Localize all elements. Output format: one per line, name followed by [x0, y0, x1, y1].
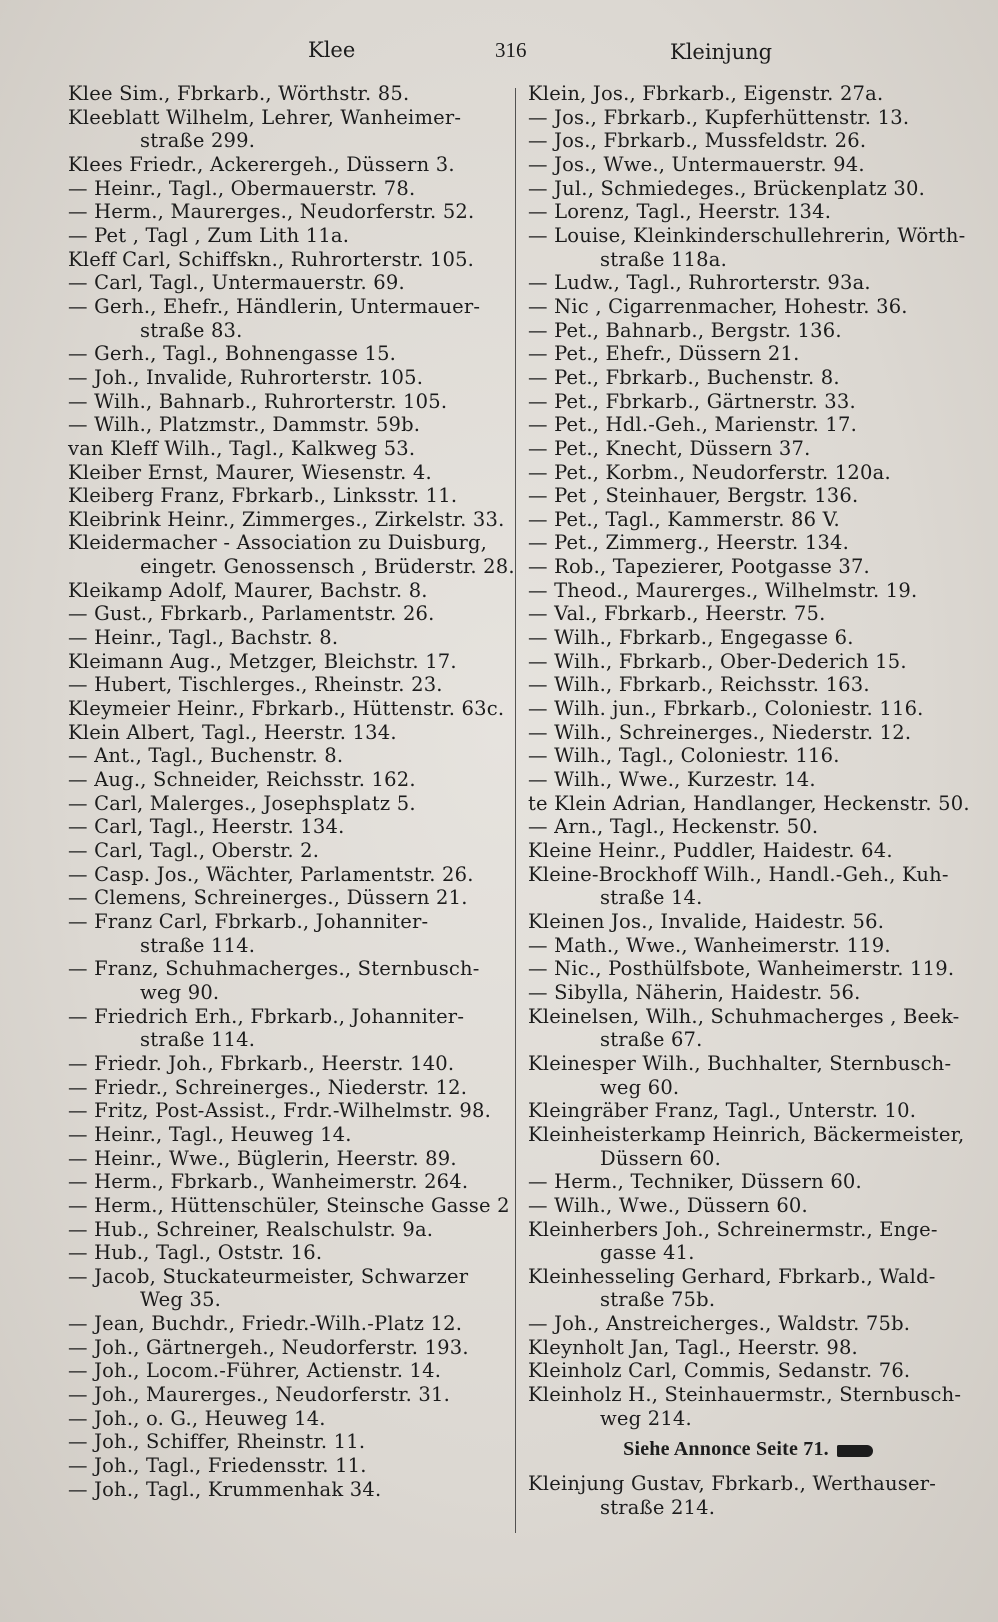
- entry-line: — Pet., Tagl., Kammerstr. 86 V.: [528, 507, 840, 531]
- entry-line: — Herm., Fbrkarb., Wanheimerstr. 264.: [68, 1170, 469, 1194]
- directory-entry: [528, 910, 968, 934]
- entry-line: Kleiber Ernst, Maurer, Wiesenstr. 4.: [68, 460, 432, 484]
- entry-line: Kleibrink Heinr., Zimmerges., Zirkelstr. 33.: [68, 507, 505, 531]
- entry-line: Kleeblatt Wilhelm, Lehrer, Wanheimer-: [68, 105, 462, 129]
- directory-entry: [528, 366, 968, 390]
- entry-line: — Wilh., Fbrkarb., Reichsstr. 163.: [528, 673, 870, 697]
- entry-line: — Heinr., Tagl., Bachstr. 8.: [68, 626, 339, 650]
- entry-line: — Carl, Tagl., Oberstr. 2.: [68, 839, 320, 862]
- directory-entry: [528, 1005, 968, 1052]
- entry-line: — Wilh., Tagl., Coloniestr. 116.: [528, 744, 840, 768]
- entry-line: Kleynholt Jan, Tagl., Heerstr. 98.: [528, 1335, 858, 1359]
- page-header: [0, 34, 998, 74]
- directory-entry: [528, 957, 968, 981]
- directory-entry: [528, 1472, 968, 1519]
- directory-entry: [528, 697, 968, 721]
- entry-continuation: weg 214.: [600, 1406, 692, 1430]
- entry-line: — Rob., Tapezierer, Pootgasse 37.: [528, 555, 870, 579]
- directory-entry: [528, 792, 968, 816]
- directory-entry: [68, 744, 504, 768]
- directory-entry: [68, 1218, 504, 1242]
- entry-line: — Hub., Tagl., Oststr. 16.: [68, 1241, 323, 1265]
- entry-line: — Pet., Knecht, Düssern 37.: [528, 436, 811, 460]
- directory-entry: [68, 106, 504, 153]
- entry-line: — Hubert, Tischlerges., Rheinstr. 23.: [68, 673, 443, 697]
- entry-line: — Jos., Fbrkarb., Mussfeldstr. 26.: [528, 129, 867, 153]
- entry-line: — Ant., Tagl., Buchenstr. 8.: [68, 744, 344, 768]
- entry-line: Kleinjung Gustav, Fbrkarb., Werthauser-: [528, 1472, 937, 1496]
- directory-entry: [528, 934, 968, 958]
- entry-line: — Joh., Invalide, Ruhrorterstr. 105.: [68, 365, 424, 389]
- directory-entry: [68, 200, 504, 224]
- entry-line: Kleine Heinr., Puddler, Haidestr. 64.: [528, 839, 893, 862]
- entry-line: — Wilh., Bahnarb., Ruhrorterstr. 105.: [68, 389, 448, 413]
- entry-line: — Jos., Wwe., Untermauerstr. 94.: [528, 152, 865, 176]
- entry-line: Kleinholz H., Steinhauermstr., Sternbusch-: [528, 1383, 962, 1407]
- directory-entry: [68, 863, 504, 887]
- entry-line: — Jean, Buchdr., Friedr.-Wilh.-Platz 12.: [68, 1312, 463, 1336]
- entry-line: Kleinheisterkamp Heinrich, Bäckermeister,: [528, 1122, 965, 1146]
- directory-entry: [528, 271, 968, 295]
- entry-line: — Wilh., Wwe., Düssern 60.: [528, 1193, 808, 1217]
- directory-entry: [68, 697, 504, 721]
- directory-entry: [528, 106, 968, 130]
- entry-line: — Theod., Maurerges., Wilhelmstr. 19.: [528, 578, 918, 602]
- entry-line: Kleinen Jos., Invalide, Haidestr. 56.: [528, 909, 885, 933]
- entry-line: — Carl, Malerges., Josephsplatz 5.: [68, 791, 416, 815]
- directory-entry: [68, 271, 504, 295]
- entry-line: — Joh., Tagl., Krummenhak 34.: [68, 1477, 382, 1501]
- directory-entry: [68, 1147, 504, 1171]
- entry-continuation: straße 14.: [600, 886, 703, 910]
- entry-line: Kleinherbers Joh., Schreinermstr., Enge-: [528, 1217, 938, 1241]
- directory-entry: [68, 910, 504, 957]
- entry-line: — Herm., Hüttenschüler, Steinsche Gasse 2: [68, 1193, 510, 1217]
- directory-entry: [68, 342, 504, 366]
- directory-entry: [528, 508, 968, 532]
- entry-line: — Franz Carl, Fbrkarb., Johanniter-: [68, 909, 429, 933]
- directory-entry: [68, 1359, 504, 1383]
- entry-continuation: Weg 35.: [140, 1288, 222, 1312]
- directory-entry: [528, 461, 968, 485]
- directory-entry: [68, 248, 504, 272]
- entry-line: Klein Albert, Tagl., Heerstr. 134.: [68, 720, 397, 744]
- entry-line: — Joh., o. G., Heuweg 14.: [68, 1406, 326, 1430]
- entry-line: — Heinr., Tagl., Heuweg 14.: [68, 1122, 352, 1146]
- entry-line: — Fritz, Post-Assist., Frdr.-Wilhelmstr. 98.: [68, 1099, 492, 1123]
- right-column: [528, 82, 968, 1519]
- entry-line: — Wilh., Fbrkarb., Ober-Dederich 15.: [528, 649, 907, 673]
- directory-entry: [528, 390, 968, 414]
- directory-entry: [68, 1478, 504, 1502]
- directory-entry: [528, 1052, 968, 1099]
- entry-line: — Pet., Hdl.-Geh., Marienstr. 17.: [528, 413, 857, 437]
- entry-continuation: straße 214.: [600, 1495, 716, 1519]
- entry-line: Klee Sim., Fbrkarb., Wörthstr. 85.: [68, 82, 410, 105]
- directory-entry: [68, 1407, 504, 1431]
- entry-line: — Math., Wwe., Wanheimerstr. 119.: [528, 933, 891, 957]
- entry-line: — Pet , Steinhauer, Bergstr. 136.: [528, 484, 859, 508]
- directory-entry: [528, 626, 968, 650]
- directory-entry: [68, 508, 504, 532]
- directory-entry: [68, 390, 504, 414]
- directory-entry: [528, 1312, 968, 1336]
- directory-entry: [68, 1312, 504, 1336]
- entry-line: — Arn., Tagl., Heckenstr. 50.: [528, 815, 819, 839]
- entry-line: — Friedrich Erh., Fbrkarb., Johanniter-: [68, 1004, 465, 1028]
- entry-line: Klees Friedr., Ackerergeh., Düssern 3.: [68, 152, 455, 176]
- header-right-keyword: Kleinjung: [670, 40, 773, 64]
- directory-entry: [528, 1383, 968, 1430]
- entry-line: Kleiberg Franz, Fbrkarb., Linksstr. 11.: [68, 484, 458, 508]
- entry-continuation: eingetr. Genossensch , Brüderstr. 28.: [140, 555, 515, 579]
- directory-entry: [528, 413, 968, 437]
- directory-entry: [528, 815, 968, 839]
- left-column: [68, 82, 515, 1501]
- directory-entry: [528, 1265, 968, 1312]
- entry-continuation: straße 83.: [140, 318, 243, 342]
- entry-line: Kleingräber Franz, Tagl., Unterstr. 10.: [528, 1099, 917, 1123]
- directory-entry: [68, 413, 504, 437]
- directory-entry: [528, 437, 968, 461]
- directory-entry: [68, 1193, 510, 1218]
- entry-line: Kleff Carl, Schiffskn., Ruhrorterstr. 105.: [68, 247, 475, 271]
- directory-entry: [528, 82, 968, 106]
- directory-entry: [68, 1099, 504, 1123]
- header-left-keyword: Klee: [308, 38, 356, 62]
- entry-line: — Gerh., Ehefr., Händlerin, Untermauer-: [68, 294, 481, 318]
- entry-line: Kleine-Brockhoff Wilh., Handl.-Geh., Kuh-: [528, 862, 949, 886]
- directory-entry: [68, 626, 504, 650]
- directory-entry: [528, 1170, 968, 1194]
- directory-entry: [68, 792, 504, 816]
- directory-entry: [68, 768, 504, 792]
- entry-line: — Pet., Ehefr., Düssern 21.: [528, 342, 800, 366]
- directory-entry: [68, 531, 515, 579]
- directory-entry: [528, 1359, 968, 1383]
- entry-line: Kleinholz Carl, Commis, Sedanstr. 76.: [528, 1359, 911, 1383]
- directory-entry: [68, 886, 504, 910]
- directory-entry: [528, 1123, 968, 1170]
- entry-line: — Herm., Techniker, Düssern 60.: [528, 1170, 862, 1194]
- entry-continuation: straße 114.: [140, 1028, 256, 1052]
- directory-entry: [528, 673, 968, 697]
- directory-entry: [528, 484, 968, 508]
- directory-entry: [528, 177, 968, 201]
- annonce-note: [528, 1438, 968, 1462]
- directory-entry: [528, 295, 968, 319]
- entry-line: — Hub., Schreiner, Realschulstr. 9a.: [68, 1217, 434, 1241]
- entry-line: — Val., Fbrkarb., Heerstr. 75.: [528, 602, 826, 626]
- directory-entry: [68, 815, 504, 839]
- directory-entry: [68, 1170, 504, 1194]
- entry-line: — Pet., Zimmerg., Heerstr. 134.: [528, 531, 850, 555]
- directory-entry: [68, 1454, 504, 1478]
- directory-entry: [528, 1218, 968, 1265]
- directory-entry: [68, 1336, 504, 1360]
- entry-line: — Herm., Maurerges., Neudorferstr. 52.: [68, 200, 475, 224]
- directory-entry: [528, 721, 968, 745]
- directory-entry: [68, 1052, 504, 1076]
- directory-entry: [528, 744, 968, 768]
- directory-entry: [528, 1336, 968, 1360]
- entry-line: — Ludw., Tagl., Ruhrorterstr. 93a.: [528, 271, 871, 295]
- entry-line: — Joh., Schiffer, Rheinstr. 11.: [68, 1430, 366, 1454]
- entry-line: — Wilh. jun., Fbrkarb., Coloniestr. 116.: [528, 697, 924, 721]
- entry-line: Klein, Jos., Fbrkarb., Eigenstr. 27a.: [528, 82, 884, 105]
- directory-entry: [528, 531, 968, 555]
- entry-line: — Joh., Tagl., Friedensstr. 11.: [68, 1454, 367, 1478]
- entry-line: te Klein Adrian, Handlanger, Heckenstr. 50.: [528, 791, 970, 815]
- entry-continuation: weg 60.: [600, 1075, 680, 1099]
- entry-line: — Wilh., Wwe., Kurzestr. 14.: [528, 768, 816, 792]
- directory-entry: [68, 839, 504, 863]
- entry-line: Kleidermacher - Association zu Duisburg,: [68, 531, 488, 555]
- directory-entry: [528, 839, 968, 863]
- right-column-entries-after-annonce: [528, 1472, 968, 1519]
- directory-entry: [528, 1194, 968, 1218]
- directory-entry: [528, 319, 968, 343]
- directory-entry: [68, 957, 504, 1004]
- entry-line: — Joh., Locom.-Führer, Actienstr. 14.: [68, 1359, 442, 1383]
- directory-entry: [68, 224, 504, 248]
- entry-line: — Nic , Cigarrenmacher, Hohestr. 36.: [528, 294, 908, 318]
- directory-entry: [528, 650, 968, 674]
- directory-entry: [68, 721, 504, 745]
- entry-continuation: straße 67.: [600, 1028, 703, 1052]
- entry-line: van Kleff Wilh., Tagl., Kalkweg 53.: [68, 436, 416, 460]
- directory-entry: [528, 981, 968, 1005]
- entry-line: Kleinhesseling Gerhard, Fbrkarb., Wald-: [528, 1264, 936, 1288]
- entry-continuation: straße 114.: [140, 933, 256, 957]
- directory-entry: [528, 129, 968, 153]
- entry-continuation: weg 90.: [140, 980, 220, 1004]
- directory-entry: [68, 153, 504, 177]
- directory-entry: [68, 437, 504, 461]
- entry-line: — Nic., Posthülfsbote, Wanheimerstr. 119.: [528, 957, 955, 981]
- entry-line: — Heinr., Tagl., Obermauerstr. 78.: [68, 176, 416, 200]
- entry-line: — Jacob, Stuckateurmeister, Schwarzer: [68, 1264, 469, 1288]
- directory-entry: [68, 177, 504, 201]
- entry-line: — Joh., Anstreicherges., Waldstr. 75b.: [528, 1312, 911, 1336]
- directory-entry: [68, 1430, 504, 1454]
- directory-entry: [68, 1265, 504, 1312]
- entry-line: — Heinr., Wwe., Büglerin, Heerstr. 89.: [68, 1146, 457, 1170]
- right-column-entries: [528, 82, 968, 1430]
- directory-entry: [528, 602, 968, 626]
- entry-continuation: Düssern 60.: [600, 1146, 722, 1170]
- entry-line: — Pet., Korbm., Neudorferstr. 120a.: [528, 460, 891, 484]
- directory-entry: [68, 484, 504, 508]
- entry-line: — Franz, Schuhmacherges., Sternbusch-: [68, 957, 480, 981]
- entry-line: — Aug., Schneider, Reichsstr. 162.: [68, 768, 416, 792]
- directory-entry: [528, 579, 968, 603]
- entry-line: — Gerh., Tagl., Bohnengasse 15.: [68, 342, 397, 366]
- entry-line: — Casp. Jos., Wächter, Parlamentstr. 26.: [68, 862, 474, 886]
- directory-entry: [528, 153, 968, 177]
- directory-entry: [68, 461, 504, 485]
- entry-continuation: gasse 41.: [600, 1241, 695, 1265]
- entry-line: — Joh., Maurerges., Neudorferstr. 31.: [68, 1383, 450, 1407]
- directory-entry: [68, 1123, 504, 1147]
- directory-entry: [68, 579, 504, 603]
- entry-continuation: straße 75b.: [600, 1288, 716, 1312]
- directory-entry: [68, 673, 504, 697]
- entry-line: — Carl, Tagl., Heerstr. 134.: [68, 815, 345, 839]
- entry-continuation: straße 118a.: [600, 247, 727, 271]
- entry-line: — Pet., Fbrkarb., Buchenstr. 8.: [528, 365, 840, 389]
- directory-entry: [68, 1076, 504, 1100]
- directory-entry: [68, 295, 504, 342]
- entry-line: — Carl, Tagl., Untermauerstr. 69.: [68, 271, 405, 295]
- entry-line: Kleinelsen, Wilh., Schuhmacherges , Beek-: [528, 1004, 960, 1028]
- entry-line: — Lorenz, Tagl., Heerstr. 134.: [528, 200, 832, 224]
- directory-entry: [68, 602, 504, 626]
- entry-line: — Pet , Tagl , Zum Lith 11a.: [68, 223, 350, 247]
- directory-entry: [68, 1005, 504, 1052]
- entry-line: Kleikamp Adolf, Maurer, Bachstr. 8.: [68, 578, 428, 602]
- entry-line: — Joh., Gärtnergeh., Neudorferstr. 193.: [68, 1335, 469, 1359]
- column-divider: [515, 88, 516, 1533]
- entry-line: — Wilh., Platzmstr., Dammstr. 59b.: [68, 413, 421, 437]
- directory-entry: [68, 1241, 504, 1265]
- directory-entry: [68, 82, 504, 106]
- entry-line: — Friedr., Schreinerges., Niederstr. 12.: [68, 1075, 468, 1099]
- entry-line: — Louise, Kleinkinderschullehrerin, Wörth-: [528, 223, 966, 247]
- entry-line: Kleymeier Heinr., Fbrkarb., Hüttenstr. 63c.: [68, 697, 505, 721]
- directory-entry: [528, 342, 968, 366]
- directory-entry: [68, 650, 504, 674]
- annonce-text: Siehe Annonce Seite 71.: [623, 1438, 829, 1461]
- entry-line: — Friedr. Joh., Fbrkarb., Heerstr. 140.: [68, 1051, 455, 1075]
- directory-entry: [528, 768, 968, 792]
- entry-continuation: straße 299.: [140, 129, 256, 153]
- entry-line: Kleimann Aug., Metzger, Bleichstr. 17.: [68, 649, 457, 673]
- directory-entry: [528, 863, 968, 910]
- directory-entry: [528, 555, 968, 579]
- entry-line: Kleinesper Wilh., Buchhalter, Sternbusch-: [528, 1051, 952, 1075]
- directory-entry: [68, 1383, 504, 1407]
- entry-line: — Wilh., Schreinerges., Niederstr. 12.: [528, 720, 912, 744]
- entry-line: — Clemens, Schreinerges., Düssern 21.: [68, 886, 468, 910]
- page-number: 316: [495, 38, 527, 62]
- entry-line: — Gust., Fbrkarb., Parlamentstr. 26.: [68, 602, 435, 626]
- directory-entry: [68, 366, 504, 390]
- directory-entry: [528, 1099, 968, 1123]
- entry-line: — Jul., Schmiedeges., Brückenplatz 30.: [528, 176, 925, 200]
- directory-entry: [528, 224, 968, 271]
- entry-line: — Pet., Bahnarb., Bergstr. 136.: [528, 318, 842, 342]
- entry-line: — Wilh., Fbrkarb., Engegasse 6.: [528, 626, 854, 650]
- pointing-hand-icon: [837, 1445, 873, 1457]
- directory-entry: [528, 200, 968, 224]
- entry-line: — Pet., Fbrkarb., Gärtnerstr. 33.: [528, 389, 856, 413]
- entry-line: — Sibylla, Näherin, Haidestr. 56.: [528, 980, 861, 1004]
- entry-line: — Jos., Fbrkarb., Kupferhüttenstr. 13.: [528, 105, 910, 129]
